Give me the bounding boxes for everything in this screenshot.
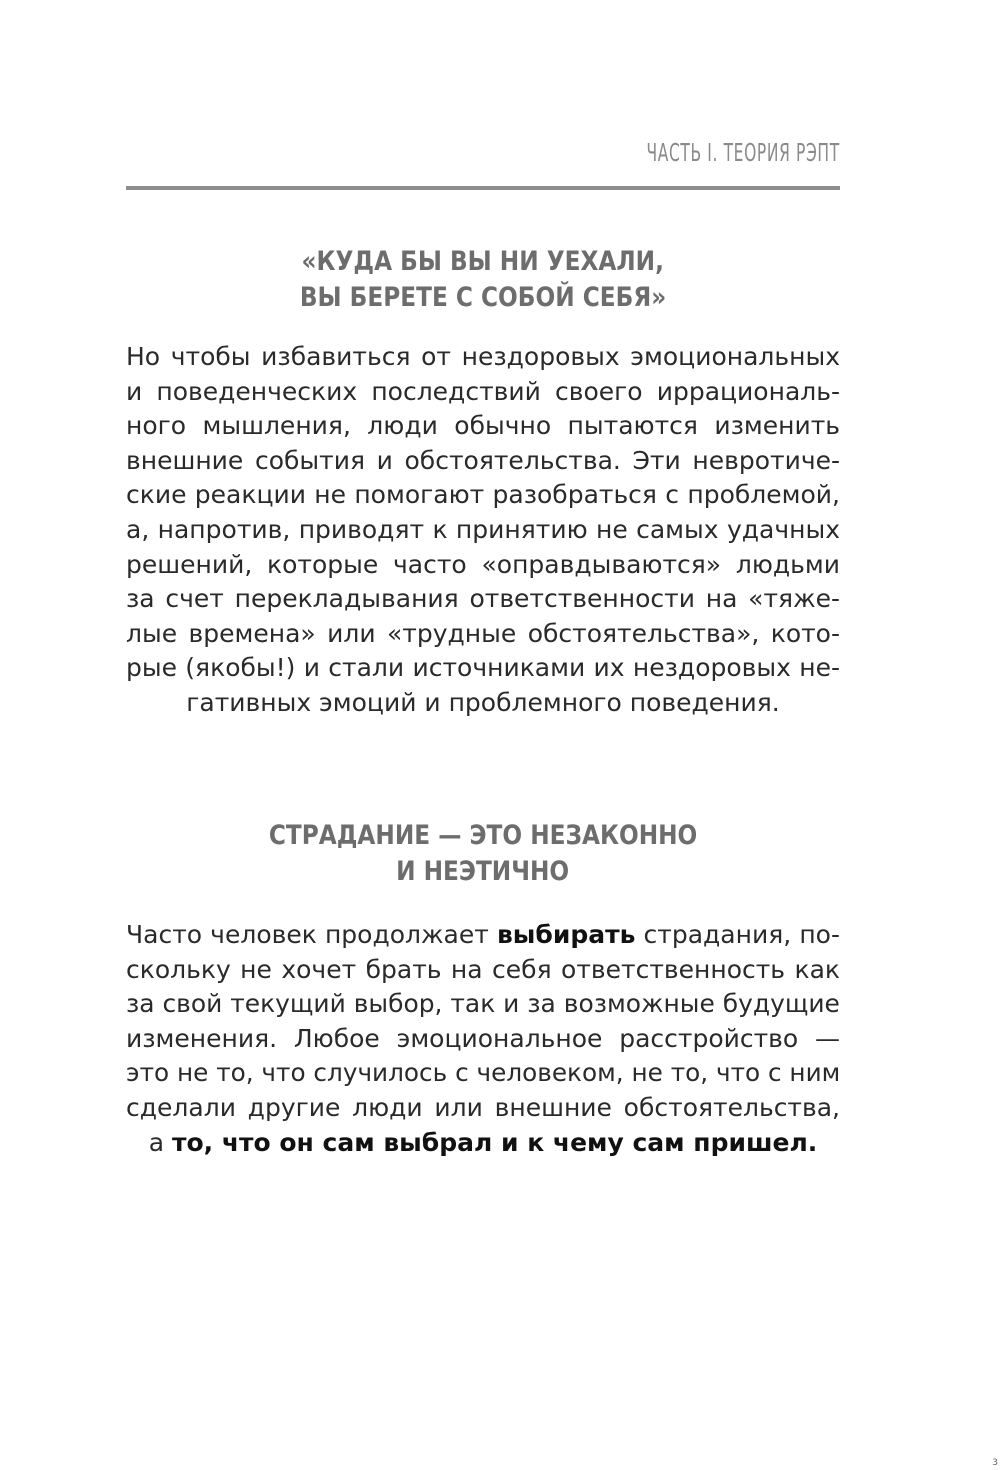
heading-line: ВЫ БЕРЕТЕ С СОБОЙ СЕБЯ» — [299, 282, 667, 313]
text-line: а то, что он сам выбрал и к чему сам пришел. — [148, 1127, 818, 1157]
text-line: рые (якобы!) и стали источниками их нездоровых не- — [126, 653, 840, 683]
text-line: и поведенческих последствий своего иррациональ- — [126, 376, 840, 406]
text-line: изменения. Любое эмоциональное расстройство — — [126, 1023, 840, 1053]
paragraph-2 — [126, 918, 840, 1160]
emphasis: то, что он сам выбрал и к чему сам пришел. — [171, 1127, 818, 1157]
heading-line: И НЕЭТИЧНО — [396, 856, 570, 887]
section-heading-2 — [126, 818, 840, 890]
text-line: Часто человек продолжает выбирать страдания, по- — [126, 920, 840, 949]
text-line: внешние события и обстоятельства. Эти невротиче- — [126, 445, 840, 475]
text-line: ские реакции не помогают разобраться с проблемой, — [126, 480, 840, 510]
text-line: Но чтобы избавиться от нездоровых эмоциональных — [126, 342, 840, 371]
text-line: лые времена» или «трудные обстоятельства», кото- — [126, 618, 840, 648]
heading-line: «КУДА БЫ ВЫ НИ УЕХАЛИ, — [301, 246, 665, 277]
running-head: ЧАСТЬ I. ТЕОРИЯ РЭПТ — [646, 138, 840, 167]
section-heading-1 — [126, 244, 840, 316]
text-line: гативных эмоций и проблемного поведения. — [186, 687, 780, 717]
text-line: а, напротив, приводят к принятию не самых удачных — [126, 514, 840, 544]
text-line: за свой текущий выбор, так и за возможные будущие — [126, 989, 840, 1019]
paragraph-1 — [126, 340, 840, 721]
text-line: это не то, что случилось с человеком, не то, что с ним — [126, 1058, 841, 1088]
text-line: ного мышления, люди обычно пытаются изменить — [126, 411, 840, 441]
heading-line: СТРАДАНИЕ — ЭТО НЕЗАКОННО — [268, 820, 698, 851]
emphasis: выбирать — [496, 920, 636, 949]
text-line: скольку не хочет брать на себя ответственность как — [126, 954, 840, 984]
text-line: за счет перекладывания ответственности на «тяже- — [126, 584, 840, 614]
page-number: 3 — [992, 1458, 998, 1468]
text-line: решений, которые часто «оправдываются» людьми — [126, 549, 840, 579]
header-rule — [126, 186, 840, 190]
text-line: сделали другие люди или внешние обстоятельства, — [126, 1092, 840, 1122]
